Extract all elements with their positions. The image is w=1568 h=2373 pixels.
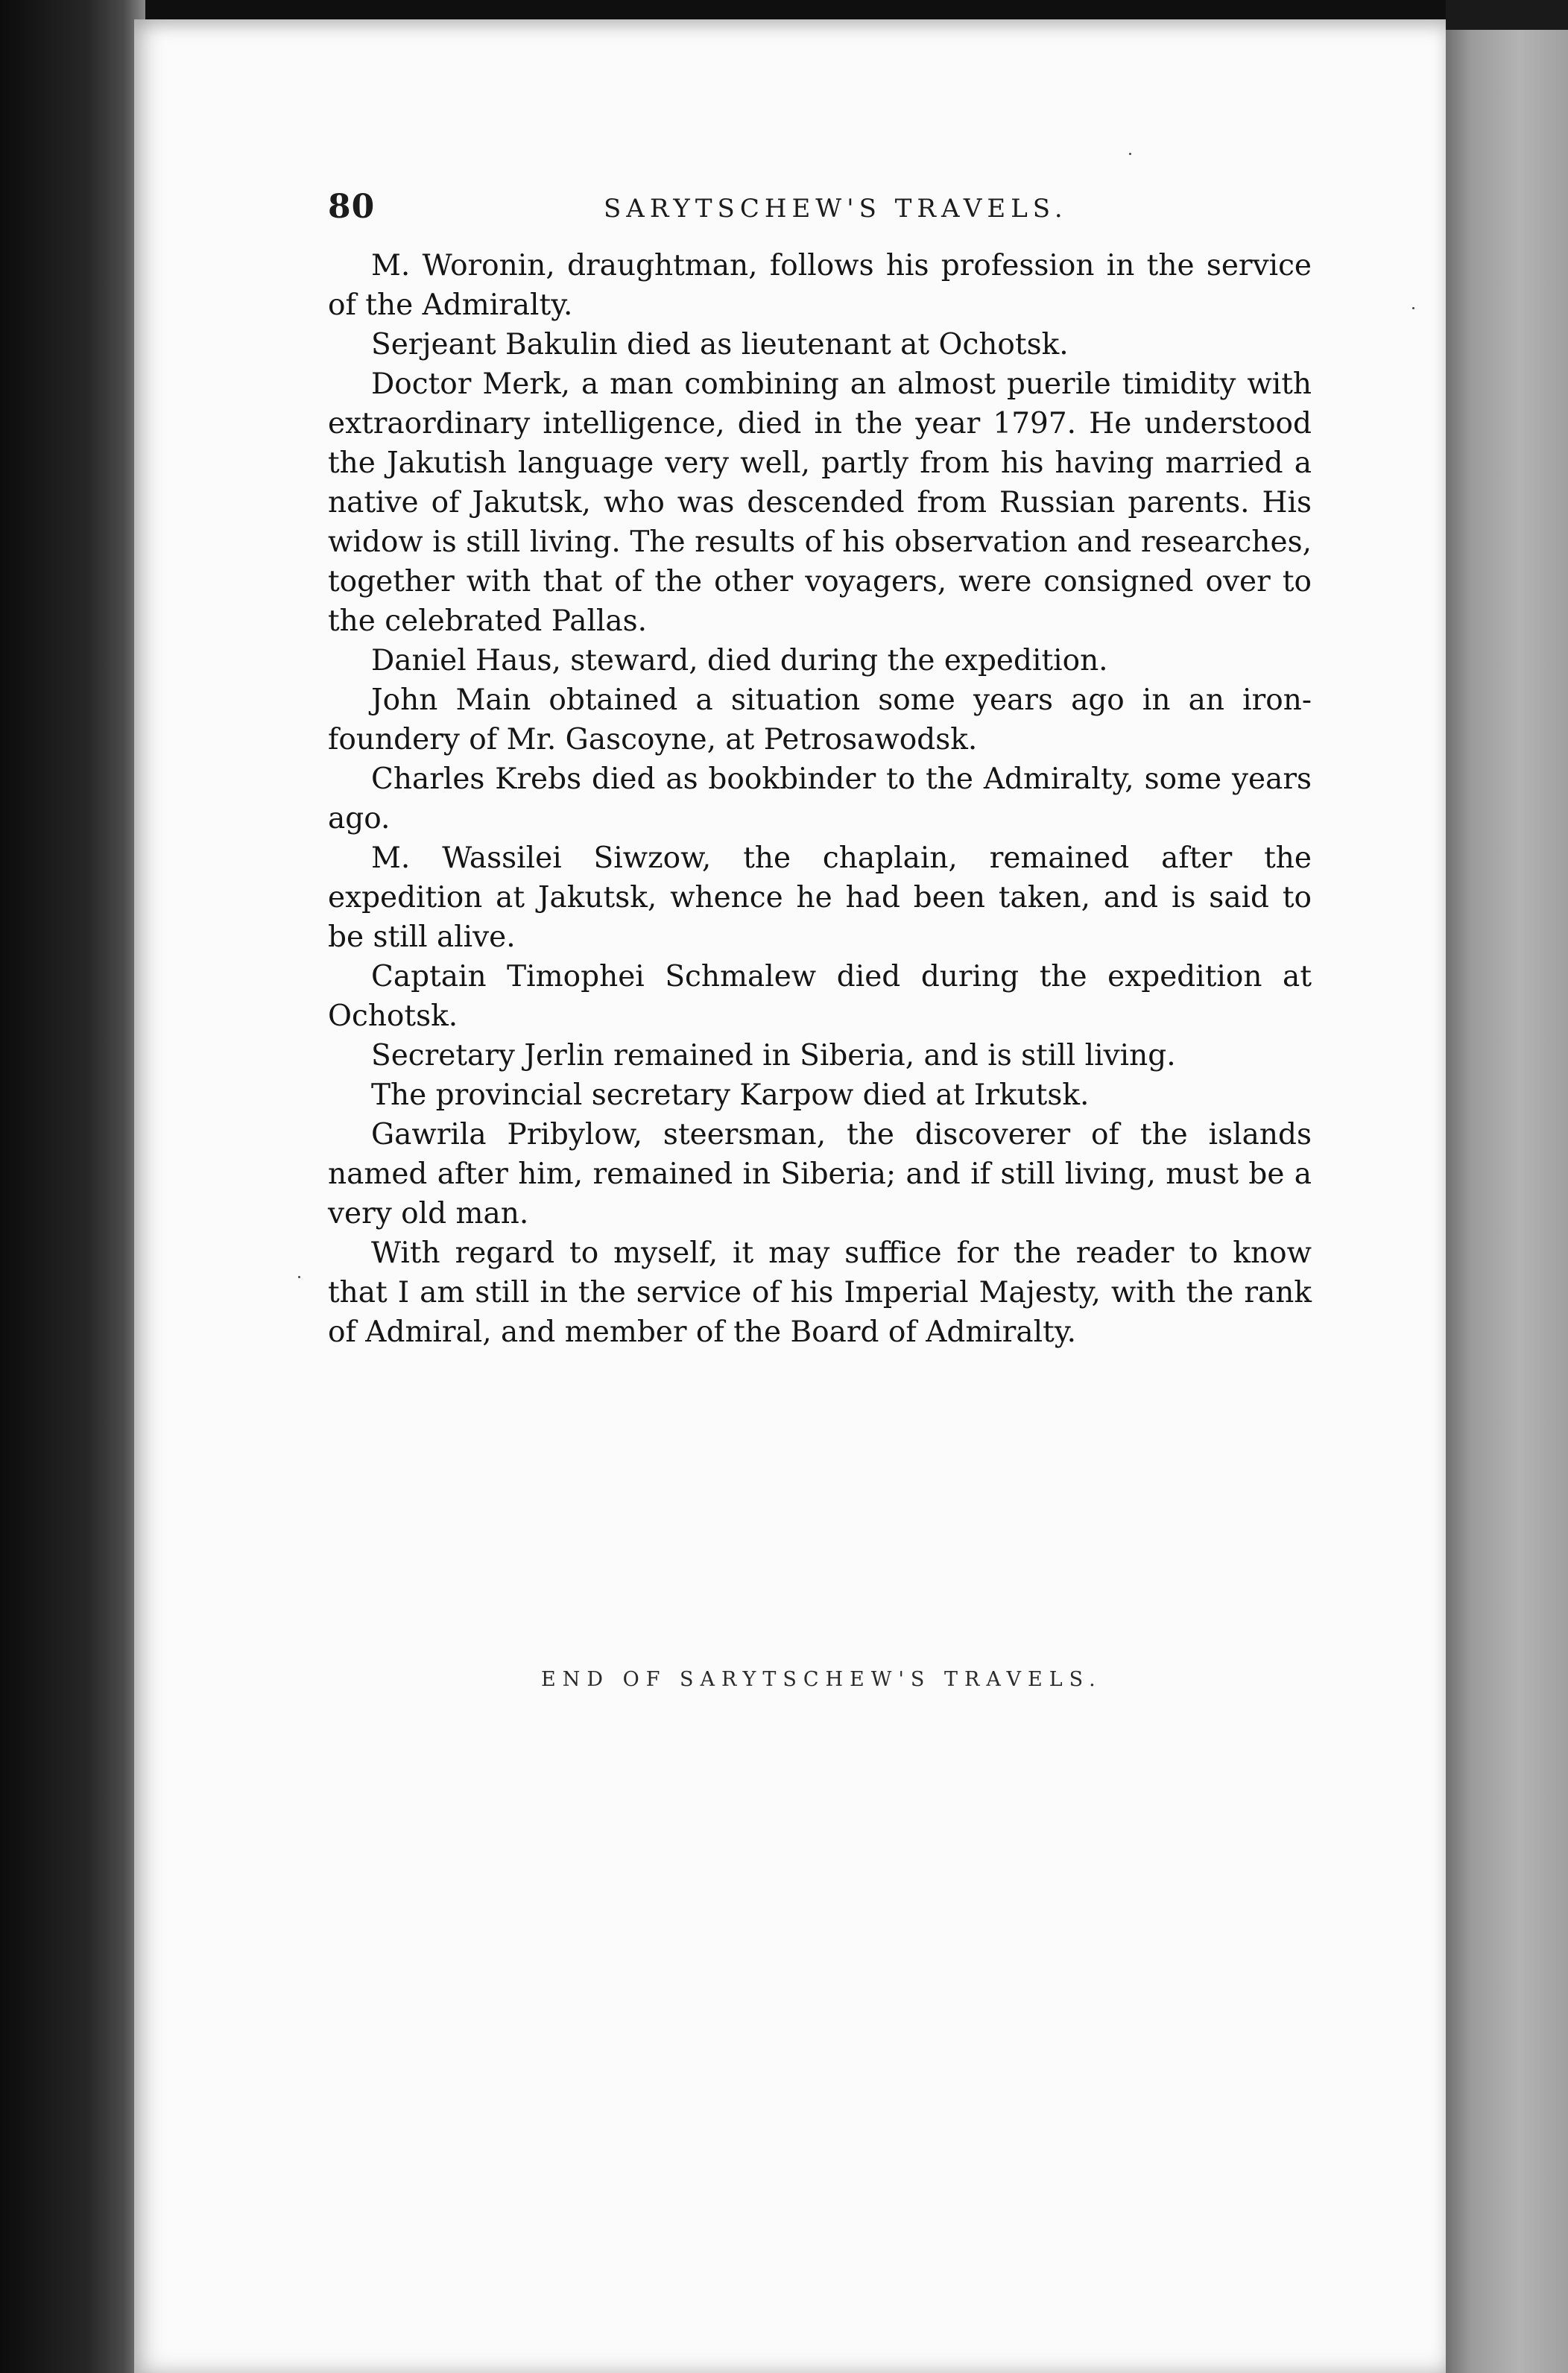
scan-speck — [1129, 153, 1131, 155]
scan-corner — [1446, 0, 1568, 30]
paragraph-merk: Doctor Merk, a man combining an almost puerile timidity with extraordinary intelligence, died in the year 1797. He understood the Jakutish language very well, partly from his having married a native of Jakutsk, who was descended from Russian parents. His widow is still living. The results of his observation and researches, together with that of the other voyagers, were consigned over to the celebrated Pallas. — [328, 367, 1312, 638]
paragraph-woronin: M. Woronin, draughtman, follows his profession in the service of the Admiralty. — [328, 249, 1312, 322]
page-stack-edge — [1446, 30, 1568, 2373]
page-number: 80 — [328, 188, 376, 226]
scan-top-border — [0, 0, 1568, 19]
paragraph-main: John Main obtained a situation some years ago in an iron-foundery of Mr. Gascoyne, at Petrosawodsk. — [328, 683, 1312, 756]
scan-speck — [1412, 307, 1414, 309]
paragraph-karpow: The provincial secretary Karpow died at Irkutsk. — [371, 1078, 1090, 1112]
paragraph-pribylow: Gawrila Pribylow, steersman, the discoverer of the islands named after him, remained in Siberia; and if still living, must be a very old man. — [328, 1118, 1312, 1230]
running-head: SARYTSCHEW'S TRAVELS. — [604, 194, 1068, 224]
page-header — [328, 188, 1312, 233]
paragraph-author: With regard to myself, it may suffice for the reader to know that I am still in the service of his Imperial Majesty, with the rank of Admiral, and member of the Board of Admiralty. — [328, 1236, 1312, 1349]
paragraph-bakulin: Serjeant Bakulin died as lieutenant at Ochotsk. — [371, 328, 1069, 361]
paragraph-jerlin: Secretary Jerlin remained in Siberia, and is still living. — [371, 1039, 1176, 1072]
body-text — [328, 246, 1312, 1352]
end-of-travels-line: END OF SARYTSCHEW'S TRAVELS. — [541, 1668, 1102, 1691]
paragraph-siwzow: M. Wassilei Siwzow, the chaplain, remained after the expedition at Jakutsk, whence he had been taken, and is said to be still alive. — [328, 841, 1312, 954]
paragraph-krebs: Charles Krebs died as bookbinder to the Admiralty, some years ago. — [328, 762, 1312, 835]
paragraph-schmalew: Captain Timophei Schmalew died during the expedition at Ochotsk. — [328, 960, 1312, 1033]
scan-speck — [298, 1276, 300, 1278]
book-spine-shadow — [0, 0, 145, 2373]
paragraph-haus: Daniel Haus, steward, died during the expedition. — [371, 644, 1108, 677]
